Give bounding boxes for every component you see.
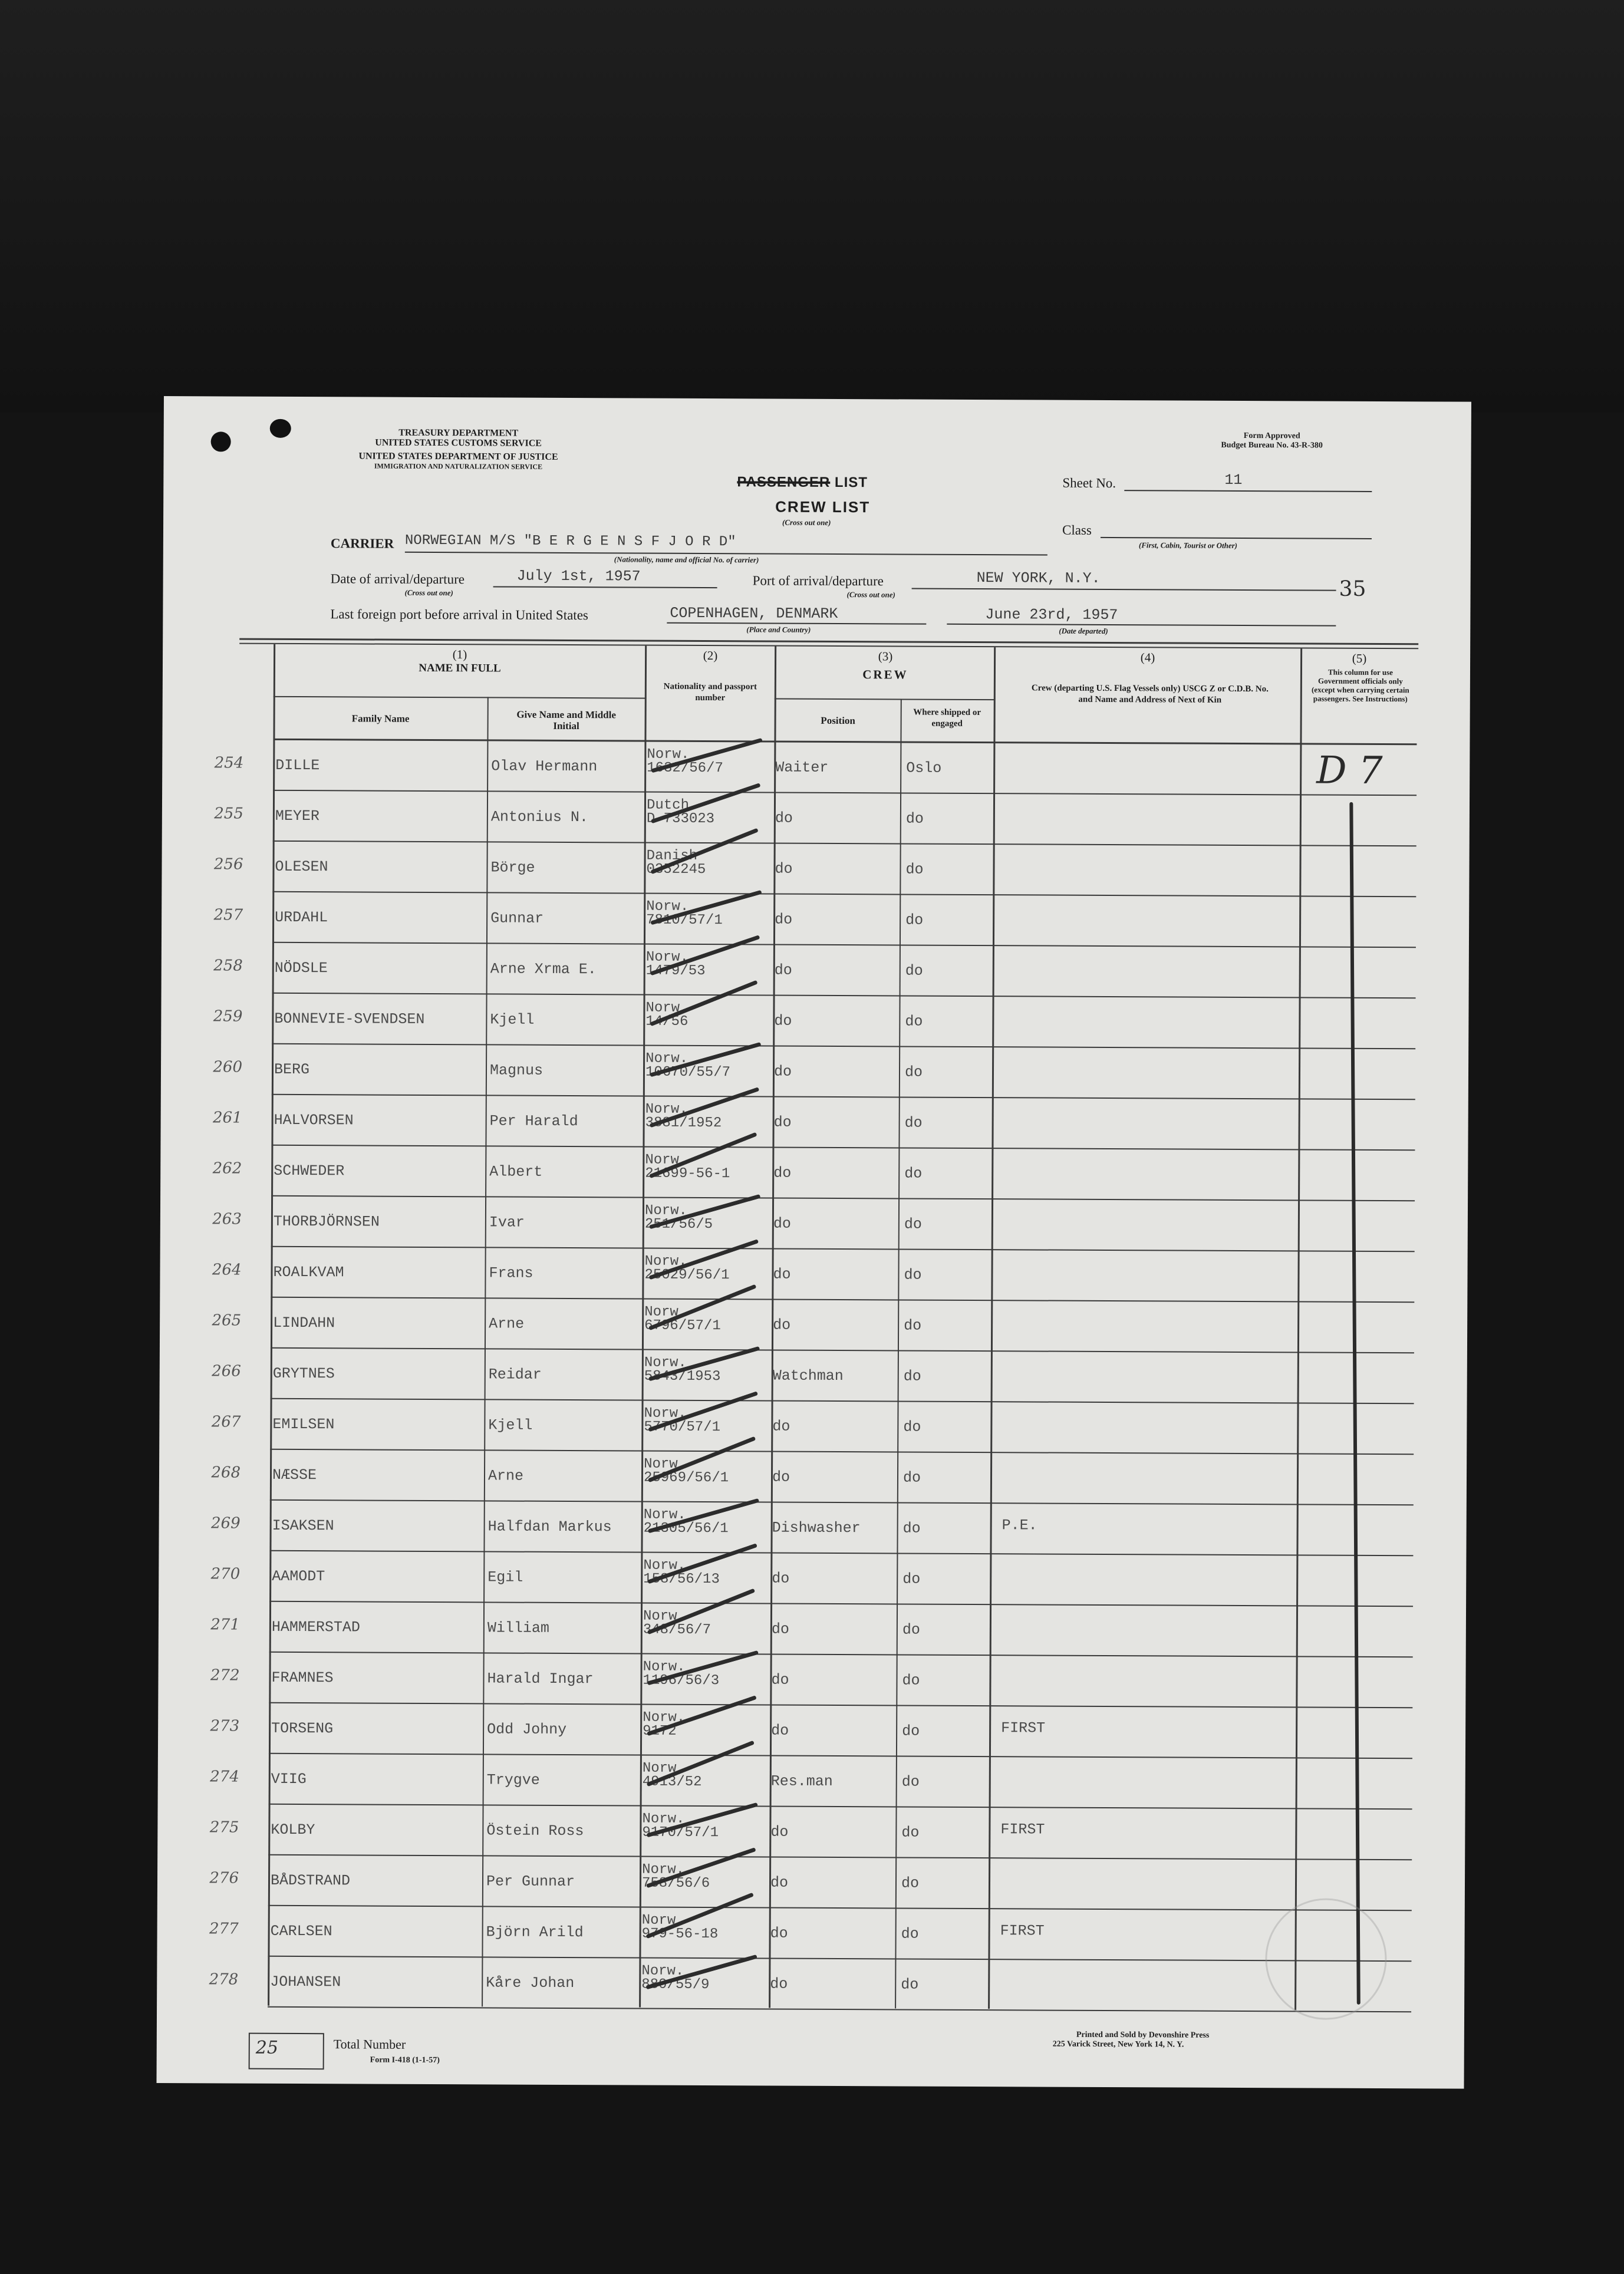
nationality: Norw. [642, 1811, 685, 1827]
given-name: Kjell [490, 1011, 535, 1029]
row-number: 277 [209, 1920, 239, 1938]
nationality: Norw. [643, 1709, 686, 1726]
port-hint: (Cross out one) [846, 590, 895, 599]
position: Watchman [772, 1367, 844, 1385]
class-hint: (First, Cabin, Tourist or Other) [1138, 541, 1238, 550]
nationality: Norw. [642, 1861, 685, 1878]
family-name: BONNEVIE-SVENDSEN [274, 1010, 425, 1028]
nationality: Norw. [644, 1405, 687, 1422]
where-engaged: do [902, 1722, 920, 1740]
header-rule [274, 696, 646, 699]
last-port-value: COPENHAGEN, DENMARK [670, 604, 838, 622]
position: do [774, 1012, 792, 1030]
passport-number: 10670/55/7 [645, 1064, 731, 1081]
table-row [161, 993, 1468, 1050]
family-name: ROALKVAM [273, 1263, 344, 1281]
row-number: 257 [213, 906, 243, 924]
printer-credit [1053, 2031, 1210, 2050]
port-label: Port of arrival/departure [752, 573, 884, 589]
table-row [162, 841, 1469, 898]
given-name: Arne [489, 1315, 525, 1333]
position: do [773, 1164, 792, 1182]
carrier-value: NORWEGIAN M/S "B E R G E N S F J O R D" [404, 532, 736, 551]
passport-number: 21699-56-1 [645, 1165, 730, 1182]
position: do [771, 1722, 789, 1739]
punch-hole [270, 419, 291, 438]
position: do [775, 809, 793, 827]
passport-number: 7810/57/1 [646, 912, 723, 929]
row-number: 278 [209, 1970, 239, 1989]
form-number: Form I-418 (1-1-57) [370, 2055, 440, 2065]
given-name: Kjell [488, 1416, 533, 1434]
given-name: Reidar [488, 1366, 542, 1383]
form-approval [1210, 431, 1334, 451]
table-row [158, 1703, 1465, 1759]
date-label: Date of arrival/departure [330, 571, 465, 587]
position: do [772, 1418, 790, 1435]
position: Res.man [770, 1772, 833, 1790]
where-engaged: do [901, 1874, 920, 1892]
where-engaged: do [903, 1367, 921, 1385]
where-engaged: do [903, 1418, 921, 1436]
agency-line: UNITED STATES DEPARTMENT OF JUSTICE [358, 451, 558, 462]
agency-header [334, 427, 582, 472]
row-number: 263 [212, 1210, 242, 1228]
position: do [770, 1823, 789, 1841]
budget-bureau-number: Budget Bureau No. 43-R-380 [1221, 440, 1323, 450]
family-name: HAMMERSTAD [271, 1618, 360, 1636]
where-engaged: do [904, 1114, 923, 1132]
given-name: Arne Xrma E. [490, 960, 597, 978]
table-row [159, 1449, 1467, 1506]
position: do [773, 1215, 791, 1232]
row-number: 267 [211, 1413, 241, 1431]
col3-number: (3) [878, 649, 893, 664]
col1-given-header: Give Name and Middle Initial [516, 708, 616, 732]
passport-number: 5843/1953 [644, 1368, 721, 1385]
col2-title: Nationality and passport number [663, 681, 757, 703]
departed-value: June 23rd, 1957 [985, 606, 1118, 624]
given-name: Magnus [489, 1062, 543, 1079]
total-number-label: Total Number [333, 2036, 406, 2052]
table-row [159, 1399, 1467, 1455]
given-name: Östein Ross [486, 1822, 584, 1840]
where-engaged: do [901, 1925, 919, 1943]
given-name: Börge [490, 859, 535, 876]
table-row [160, 1196, 1468, 1253]
nationality: Norw. [641, 1912, 684, 1929]
col4-number: (4) [1140, 650, 1155, 665]
nationality: Norw. [644, 1253, 687, 1270]
carrier-label: CARRIER [330, 536, 394, 551]
nationality: Norw. [643, 1659, 686, 1675]
total-number-value: 25 [255, 2037, 279, 2058]
family-name: TORSENG [271, 1719, 334, 1738]
passport-number: 9170/57/1 [642, 1824, 719, 1841]
nationality: Norw. [642, 1760, 685, 1777]
crew-list-sheet [157, 396, 1471, 2089]
table-row [157, 1804, 1465, 1861]
nationality: Norw. [645, 1050, 689, 1067]
port-underline [912, 588, 1336, 591]
agency-line: TREASURY DEPARTMENT [398, 427, 519, 439]
family-name: SCHWEDER [274, 1162, 345, 1180]
given-name: Gunnar [490, 909, 544, 927]
position: do [772, 1570, 790, 1587]
where-engaged: do [905, 911, 924, 929]
row-number: 265 [212, 1311, 242, 1330]
passport-number: 25029/56/1 [644, 1267, 730, 1284]
given-name: Halfdan Markus [487, 1518, 612, 1536]
class-label: Class [1062, 522, 1092, 538]
nationality: Norw. [645, 949, 689, 965]
where-engaged: do [904, 1215, 922, 1233]
passport-number: 1479/53 [645, 963, 706, 980]
passport-number: 348/56/7 [643, 1622, 711, 1639]
family-name: JOHANSEN [270, 1973, 341, 1991]
table-row [158, 1754, 1465, 1810]
nationality: Norw. [646, 898, 689, 915]
next-of-kin: P.E. [1002, 1517, 1037, 1534]
passport-number: 6796/57/1 [644, 1317, 721, 1334]
next-of-kin: FIRST [1000, 1821, 1045, 1838]
col3-position-header: Position [821, 714, 855, 727]
table-row [160, 1348, 1467, 1405]
given-name: Harald Ingar [487, 1670, 594, 1688]
col5-title: This column for use Government officials only (except when carrying certain passengers. See Instructions) [1311, 667, 1409, 704]
family-name: ISAKSEN [272, 1517, 334, 1535]
position: do [770, 1874, 789, 1891]
col4-title: Crew (departing U.S. Flag Vessels only) USCG Z or C.D.B. No. and Name and Address of Next of Kin [1031, 683, 1269, 705]
table-row [159, 1500, 1466, 1557]
given-name: Björn Arild [486, 1923, 584, 1942]
position: do [771, 1620, 789, 1638]
table-row [160, 1297, 1467, 1354]
where-engaged: do [904, 1063, 923, 1081]
nationality: Norw. [643, 1507, 686, 1523]
where-engaged: do [902, 1469, 921, 1487]
passport-number: 0352245 [646, 861, 706, 878]
row-number: 273 [210, 1717, 240, 1735]
nationality: Norw. [647, 746, 690, 763]
col1-title: NAME IN FULL [419, 661, 501, 675]
table-row [162, 892, 1469, 948]
where-engaged: do [902, 1621, 920, 1639]
where-engaged: do [905, 861, 924, 878]
given-name: Antonius N. [490, 808, 588, 826]
family-name: FRAMNES [271, 1669, 334, 1687]
family-name: EMILSEN [272, 1415, 335, 1433]
nationality: Danish [646, 848, 698, 864]
scanner-background [0, 0, 1624, 413]
nationality: Norw. [645, 1101, 688, 1118]
last-port-label: Last foreign port before arrival in United States [330, 607, 588, 623]
row-number: 260 [213, 1058, 243, 1076]
col5-number: (5) [1352, 651, 1367, 665]
family-name: VIIG [271, 1770, 307, 1788]
row-number: 275 [209, 1818, 239, 1837]
date-value: July 1st, 1957 [516, 567, 641, 585]
struck-word: PASSENGER [737, 474, 831, 490]
family-name: BÅDSTRAND [270, 1871, 351, 1890]
position: do [770, 1975, 788, 1993]
position: do [773, 1316, 791, 1334]
col2-number: (2) [703, 648, 718, 663]
agency-line: IMMIGRATION AND NATURALIZATION SERVICE [374, 462, 543, 471]
family-name: NÆSSE [272, 1466, 317, 1484]
where-engaged: do [901, 1976, 919, 1993]
cross-out-hint: (Cross out one) [782, 518, 831, 527]
where-engaged: do [902, 1672, 920, 1689]
family-name: HALVORSEN [274, 1111, 354, 1129]
row-number: 261 [212, 1109, 242, 1127]
last-port-hint: (Place and Country) [746, 625, 811, 634]
family-name: URDAHL [275, 908, 328, 927]
given-name: Albert [489, 1163, 543, 1181]
passport-number: 21305/56/1 [643, 1520, 729, 1537]
position: do [773, 1113, 792, 1131]
row-number: 266 [212, 1362, 241, 1380]
punch-hole [211, 431, 231, 451]
table-row [161, 1044, 1468, 1100]
position: do [773, 1063, 792, 1080]
where-engaged: do [905, 962, 923, 980]
where-engaged: do [902, 1520, 921, 1537]
next-of-kin: FIRST [1001, 1719, 1046, 1737]
where-engaged: do [902, 1570, 921, 1588]
crew-list-title: CREW LIST [775, 497, 871, 516]
where-engaged: do [905, 810, 924, 828]
row-number: 258 [213, 957, 243, 975]
row-number: 268 [211, 1464, 241, 1482]
passport-number: 25969/56/1 [643, 1469, 729, 1487]
col1-number: (1) [452, 647, 467, 662]
family-name: CARLSEN [270, 1922, 332, 1940]
table-row [160, 1145, 1468, 1202]
passport-number: 158/56/13 [643, 1571, 720, 1588]
row-number: 272 [210, 1666, 240, 1685]
agency-line: UNITED STATES CUSTOMS SERVICE [375, 437, 542, 449]
carrier-hint: (Nationality, name and official No. of carrier) [614, 555, 759, 565]
row-number: 254 [214, 754, 244, 772]
passport-number: D 733023 [646, 810, 715, 828]
table-row [159, 1551, 1466, 1607]
departed-hint: (Date departed) [1059, 626, 1108, 635]
next-of-kin: FIRST [1000, 1922, 1045, 1940]
class-underline [1101, 537, 1372, 539]
family-name: LINDAHN [273, 1314, 335, 1332]
date-hint: (Cross out one) [404, 588, 453, 598]
family-name: GRYTNES [272, 1365, 335, 1383]
nationality: Norw. [643, 1608, 686, 1624]
where-engaged: do [901, 1773, 920, 1791]
position: do [771, 1671, 789, 1689]
family-name: BERG [274, 1060, 310, 1079]
row-number: 276 [209, 1869, 239, 1887]
given-name: Ivar [489, 1214, 525, 1231]
nationality: Norw. [643, 1557, 686, 1574]
family-name: MEYER [275, 807, 319, 825]
position: Dishwasher [772, 1519, 861, 1537]
family-name: NÖDSLE [274, 959, 328, 977]
page-mark: 35 [1339, 576, 1366, 601]
given-name: Egil [487, 1568, 523, 1586]
passport-number: 4913/52 [642, 1774, 702, 1791]
family-name: KOLBY [271, 1821, 315, 1839]
passport-number: 9172 [643, 1723, 677, 1739]
nationality: Dutch [646, 797, 690, 813]
passport-number: 14/56 [645, 1013, 689, 1030]
departed-underline [947, 624, 1336, 627]
printer-line: 225 Varick Street, New York 14, N. Y. [1052, 2039, 1184, 2049]
row-number: 269 [210, 1514, 241, 1533]
row-number: 262 [212, 1159, 242, 1178]
last-port-underline [667, 622, 926, 625]
table-row [162, 790, 1470, 847]
position: do [772, 1468, 790, 1486]
passport-number: 3881/1952 [645, 1115, 722, 1132]
faint-stamp [1265, 1898, 1387, 2020]
where-engaged: do [904, 1266, 922, 1284]
printer-line: Printed and Sold by Devonshire Press [1076, 2030, 1210, 2040]
given-name: Kåre Johan [486, 1974, 575, 1992]
given-name: Frans [489, 1264, 533, 1282]
passport-number: 979-56-18 [641, 1926, 719, 1943]
passport-number: 880/55/9 [641, 1976, 710, 1993]
nationality: Norw. [644, 1456, 687, 1472]
passport-number: 251/56/5 [644, 1216, 713, 1233]
row-rule [268, 2006, 1411, 2012]
nationality: Norw. [644, 1354, 687, 1371]
given-name: Trygve [486, 1771, 540, 1789]
nationality: Norw. [644, 1304, 687, 1320]
position: Waiter [775, 759, 829, 776]
date-underline [493, 586, 717, 588]
given-name: Arne [487, 1467, 524, 1485]
given-name: William [487, 1619, 549, 1637]
nationality: Norw. [641, 1963, 684, 1979]
where-engaged: Oslo [906, 759, 942, 777]
official-mark: D 7 [1316, 749, 1383, 793]
total-number-box [249, 2033, 324, 2070]
family-name: OLESEN [275, 858, 328, 876]
row-number: 264 [212, 1261, 242, 1279]
passport-number: 1196/56/3 [643, 1672, 720, 1689]
position: do [775, 911, 793, 928]
row-number: 274 [210, 1768, 239, 1786]
row-number: 270 [210, 1565, 241, 1583]
col3-title: CREW [862, 667, 908, 682]
given-name: Odd Johny [487, 1721, 567, 1739]
position: do [774, 961, 792, 979]
family-name: AAMODT [272, 1567, 325, 1586]
sheet-number-label: Sheet No. [1062, 475, 1116, 491]
where-engaged: do [904, 1165, 923, 1182]
passport-number: 5770/57/1 [644, 1419, 721, 1436]
position: do [770, 1924, 788, 1942]
sheet-number-value: 11 [1224, 471, 1243, 489]
table-row [160, 1095, 1468, 1151]
row-number: 259 [213, 1007, 243, 1026]
passenger-list-title [737, 474, 868, 491]
header-rule [775, 698, 995, 701]
table-row [159, 1601, 1466, 1658]
where-engaged: do [904, 1317, 922, 1334]
where-engaged: do [901, 1824, 920, 1841]
sheet-number-underline [1124, 490, 1372, 492]
row-number: 256 [213, 855, 243, 874]
nationality: Norw. [645, 1000, 689, 1016]
row-number: 271 [210, 1616, 240, 1634]
port-value: NEW YORK, N.Y. [976, 569, 1101, 587]
where-engaged: do [905, 1013, 923, 1030]
nationality: Norw. [644, 1202, 688, 1219]
list-word: LIST [834, 474, 868, 491]
col3-where-header: Where shipped or engaged [913, 707, 981, 729]
table-row [162, 740, 1470, 796]
form-approved-label: Form Approved [1243, 431, 1300, 441]
family-name: DILLE [275, 756, 320, 775]
position: do [775, 860, 793, 878]
row-number: 255 [214, 805, 243, 823]
given-name: Per Harald [489, 1112, 578, 1131]
given-name: Per Gunnar [486, 1873, 575, 1891]
table-row [162, 942, 1469, 999]
table-row [160, 1247, 1467, 1303]
col1-family-header: Family Name [351, 713, 410, 724]
table-row [158, 1652, 1465, 1709]
nationality: Norw. [645, 1152, 688, 1168]
family-name: THORBJÖRNSEN [273, 1212, 380, 1231]
table-row [157, 1855, 1465, 1912]
given-name: Olav Hermann [491, 757, 598, 776]
position: do [773, 1265, 791, 1283]
passport-number: 758/56/6 [641, 1875, 710, 1892]
passport-number: 1632/56/7 [647, 760, 723, 777]
